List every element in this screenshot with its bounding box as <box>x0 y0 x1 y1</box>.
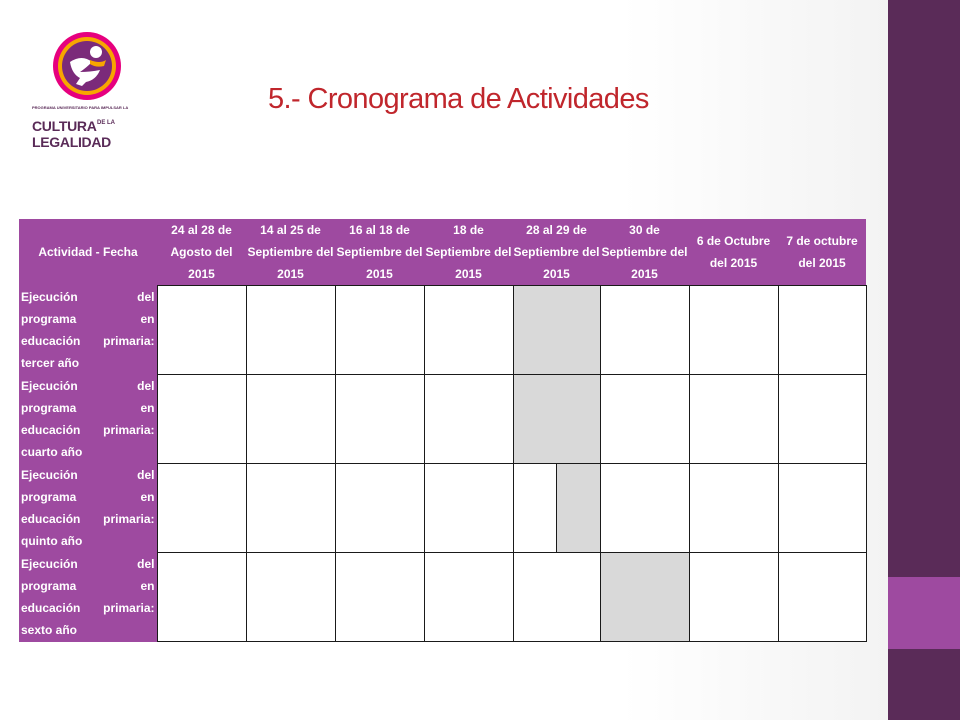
schedule-cell-marked <box>513 375 600 464</box>
schedule-cell <box>600 375 689 464</box>
activity-label: Ejecución del programa en educación primaria: sexto año <box>19 553 157 642</box>
schedule-cell <box>778 375 866 464</box>
header-date-col-6: 30 de Septiembre del 2015 <box>600 219 689 286</box>
activity-label: Ejecución del programa en educación primaria: quinto año <box>19 464 157 553</box>
header-date-col-1: 24 al 28 de Agosto del 2015 <box>157 219 246 286</box>
table-row <box>19 286 866 375</box>
schedule-table <box>19 219 867 642</box>
header-date-col-2: 14 al 25 de Septiembre del 2015 <box>246 219 335 286</box>
table-row <box>19 375 866 464</box>
schedule-cell <box>689 464 778 553</box>
schedule-cell-marked <box>513 286 600 375</box>
header-date-col-3: 16 al 18 de Septiembre del 2015 <box>335 219 424 286</box>
schedule-cell <box>778 286 866 375</box>
schedule-cell <box>424 553 513 642</box>
schedule-cell <box>335 375 424 464</box>
schedule-cell <box>246 464 335 553</box>
table-header-row <box>19 219 866 286</box>
schedule-cell <box>246 286 335 375</box>
logo-word-legalidad: LEGALIDAD <box>32 134 111 150</box>
header-activity-date: Actividad - Fecha <box>19 219 157 286</box>
schedule-cell-marked <box>600 553 689 642</box>
schedule-cell-split <box>513 464 600 553</box>
header-date-col-5: 28 al 29 de Septiembre del 2015 <box>513 219 600 286</box>
schedule-cell <box>246 375 335 464</box>
logo-word-cultura: CULTURA <box>32 118 97 134</box>
schedule-cell <box>689 553 778 642</box>
schedule-cell <box>424 464 513 553</box>
schedule-cell <box>600 464 689 553</box>
schedule-cell <box>157 375 246 464</box>
schedule-cell <box>335 553 424 642</box>
logo-word-dela: DE LA <box>97 120 115 126</box>
schedule-cell <box>157 286 246 375</box>
schedule-subcell <box>514 464 558 552</box>
schedule-cell <box>689 375 778 464</box>
schedule-cell <box>689 286 778 375</box>
schedule-cell <box>778 464 866 553</box>
logo-emblem-icon <box>30 28 140 108</box>
slide-title: 5.- Cronograma de Actividades <box>268 83 649 115</box>
schedule-cell <box>778 553 866 642</box>
schedule-cell <box>246 553 335 642</box>
schedule-cell <box>335 286 424 375</box>
schedule-cell <box>600 286 689 375</box>
table-row <box>19 464 866 553</box>
schedule-cell <box>513 553 600 642</box>
schedule-cell <box>157 553 246 642</box>
schedule-subcell-marked <box>557 464 600 552</box>
schedule-cell <box>424 375 513 464</box>
schedule-cell <box>335 464 424 553</box>
schedule-cell <box>424 286 513 375</box>
table-row <box>19 553 866 642</box>
activity-label: Ejecución del programa en educación primaria: cuarto año <box>19 375 157 464</box>
activity-label: Ejecución del programa en educación primaria: tercer año <box>19 286 157 375</box>
schedule-cell <box>157 464 246 553</box>
header-date-col-8: 7 de octubre del 2015 <box>778 219 866 286</box>
header-date-col-7: 6 de Octubre del 2015 <box>689 219 778 286</box>
logo-caption: PROGRAMA UNIVERSITARIO PARA IMPULSAR LA <box>32 105 129 110</box>
decorative-side-accent <box>888 577 960 649</box>
header-date-col-4: 18 de Septiembre del 2015 <box>424 219 513 286</box>
